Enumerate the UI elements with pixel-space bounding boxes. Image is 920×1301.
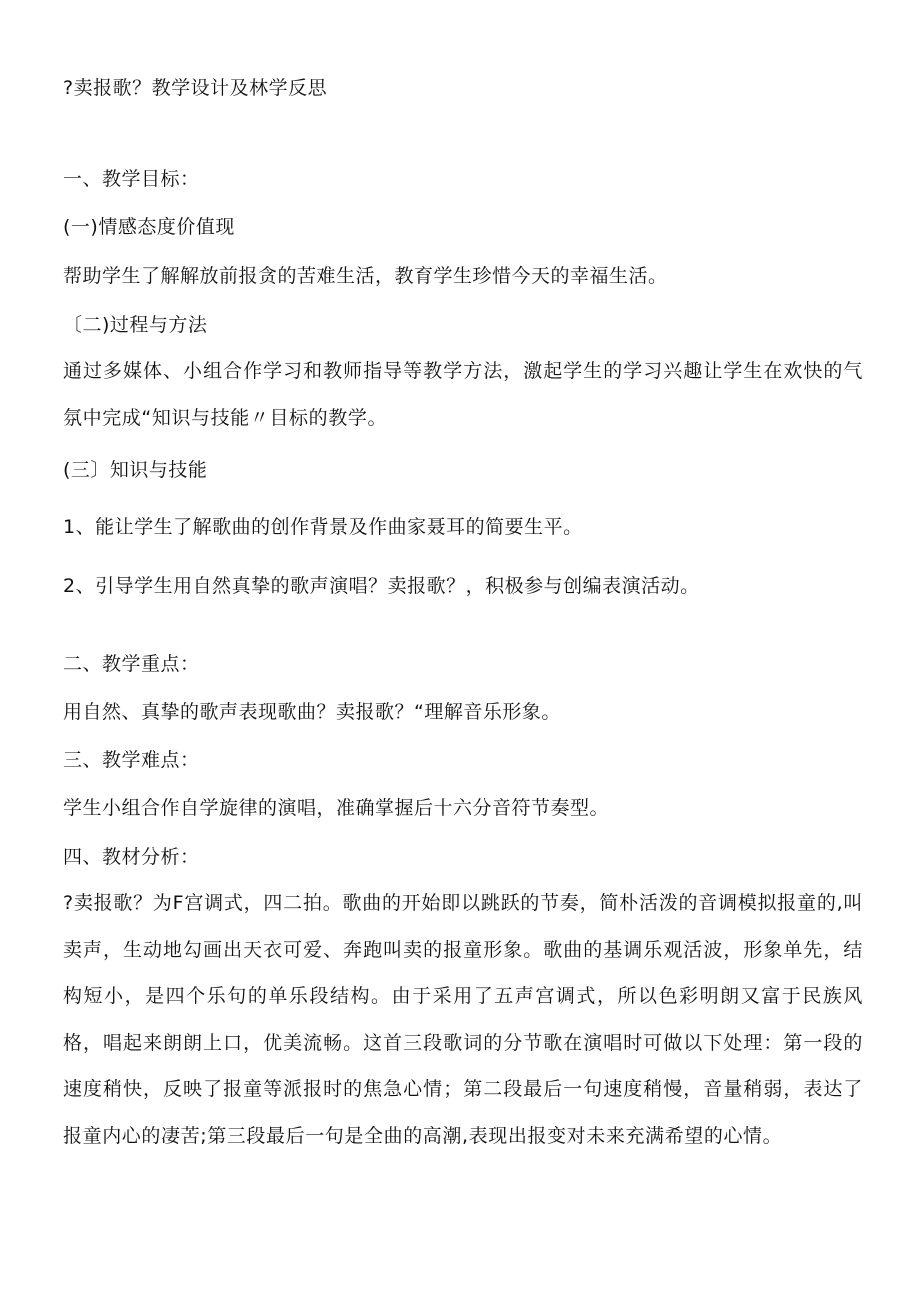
section-heading-material-analysis: 四、教材分析： — [63, 846, 200, 868]
section-heading-difficulties: 三、教学难点： — [63, 749, 200, 771]
paragraph-difficulties: 学生小组合作自学旋律的演唱，准确掌握后十六分音符节奏型。 — [63, 797, 610, 819]
document-title: ?卖报歌？教学设计及林学反思 — [63, 77, 328, 99]
section-heading-objectives: 一、教学目标： — [63, 168, 200, 190]
list-item-knowledge-2: 2、引导学生用自然真挚的歌声演唱？卖报歌？，积极参与创编表演活动。 — [63, 575, 700, 597]
paragraph-attitude-values: 帮助学生了解解放前报贪的苦难生活，教育学生珍惜今天的幸福生活。 — [63, 265, 668, 287]
list-item-knowledge-1: 1、能让学生了解歌曲的创作背景及作曲家聂耳的简要生平。 — [63, 516, 583, 538]
subheading-process-methods: 〔二)过程与方法 — [63, 314, 208, 336]
section-heading-key-points: 二、教学重点： — [63, 653, 200, 675]
paragraph-material-analysis: ?卖报歌？为F宫调式，四二拍。歌曲的开始即以跳跃的节奏，简朴活泼的音调模拟报童的,叫卖声，生动地勾画出天衣可爱、奔跑叫卖的报童形象。歌曲的基调乐观活波，形象单先，结构短小，是四个乐句的单乐段结构。由于采用了五声宫调式，所以色彩明朗又富于民族风格，唱起来朗朗上口，优美流畅。这首三段歌词的分节歌在演唱时可做以下处理：第一段的速度稍快，反映了报童等派报时的焦急心情；第二段最后一句速度稍慢，音量稍弱，表达了报童内心的凄苦;第三段最后一句是全曲的高潮,表现出报变对未来充满希望的心情。 — [63, 892, 863, 1147]
subheading-knowledge-skills: (三〕知识与技能 — [63, 459, 208, 481]
subheading-attitude-values: (一)情感态度价值现 — [63, 216, 235, 238]
paragraph-process-methods: 通过多媒体、小组合作学习和教师指导等教学方法，激起学生的学习兴趣让学生在欢快的气氛中完成“知识与技能〃目标的教学。 — [63, 360, 863, 429]
paragraph-key-points: 用自然、真挚的歌声表现歌曲？卖报歌？“理解音乐形象。 — [63, 701, 561, 723]
